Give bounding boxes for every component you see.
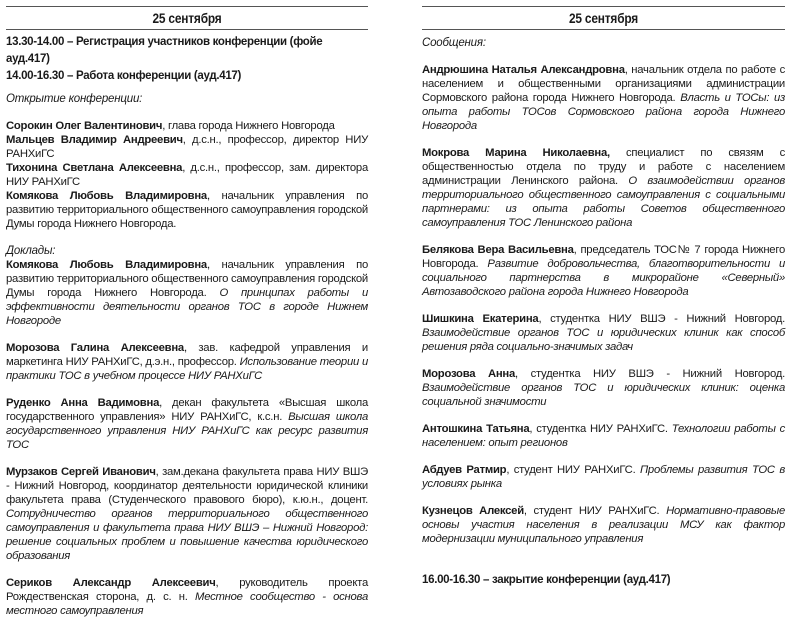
- message-entry: [422, 422, 785, 450]
- speaker-name: Белякова Вера Васильевна: [422, 244, 574, 256]
- message-topic: Взаимодействие органов ТОС и юридических клиник как способ решения ряда социально-значимых задач: [422, 327, 785, 353]
- report-topic: О принципах работы и эффективности деятельности органов ТОС в городе Нижнем Новгороде: [6, 287, 368, 327]
- speaker-desc: , глава города Нижнего Новгорода: [162, 120, 335, 132]
- speaker-name: Мальцев Владимир Андреевич: [6, 134, 183, 146]
- speaker-desc: , студентка НИУ ВШЭ - Нижний Новгород.: [538, 313, 785, 325]
- message-entry: [422, 243, 785, 299]
- message-entry: [422, 367, 785, 409]
- report-topic: Местное сообщество - основа местного самоуправления: [6, 591, 368, 617]
- speaker-desc: , начальник отдела по работе с населением и общественными организациями администрации Сормовского района города Нижнего Новгорода.: [422, 64, 785, 104]
- message-topic: Взаимодействие органов ТОС и юридических клиник: оценка социальной значимости: [422, 382, 785, 408]
- report-entry: [6, 341, 368, 383]
- schedule-work: 14.00-16.30 – Работа конференции (ауд.417): [6, 70, 242, 82]
- schedule-closing: 16.00-16.30 – закрытие конференции (ауд.417): [422, 574, 671, 586]
- date-heading: 25 сентября: [568, 11, 639, 26]
- speaker-name: Мурзаков Сергей Иванович: [6, 466, 156, 478]
- speaker-desc: , студентка НИУ ВШЭ - Нижний Новгород.: [515, 368, 785, 380]
- speaker-desc: , зав. кафедрой управления и маркетинга НИУ РАНХиГС, д.э.н., профессор.: [6, 342, 368, 368]
- speaker-name: Андрюшина Наталья Александровна: [422, 64, 625, 76]
- right-page: [422, 6, 785, 589]
- message-topic: Проблемы развития ТОС в условиях рынка: [422, 464, 785, 490]
- reports-label: Доклады:: [6, 245, 56, 257]
- speaker-name: Тихонина Светлана Алексеевна: [6, 162, 183, 174]
- left-page: [6, 6, 368, 618]
- report-entry: [6, 258, 368, 328]
- message-entry: [422, 463, 785, 491]
- speaker-name: Кузнецов Алексей: [422, 505, 524, 517]
- report-topic: Использование теории и практики ТОС в учебном процессе НИУ РАНХиГС: [6, 356, 368, 382]
- opening-label: Открытие конференции:: [6, 93, 143, 105]
- report-entry: [6, 465, 368, 563]
- message-entry: [422, 146, 785, 230]
- speaker-desc: , декан факультета «Высшая школа государственного управления» НИУ РАНХиГС, к.с.н.: [6, 397, 368, 423]
- schedule-registration: 13.30-14.00 – Регистрация участников конференции (фойе ауд.417): [6, 36, 323, 65]
- speaker-desc: , студент НИУ РАНХиГС.: [506, 464, 640, 476]
- speaker-name: Абдуев Ратмир: [422, 464, 507, 476]
- report-entry: [6, 396, 368, 452]
- speaker-name: Руденко Анна Вадимовна: [6, 397, 160, 409]
- message-entry: [422, 63, 785, 133]
- opening-speaker: [6, 119, 368, 133]
- speaker-desc: , председатель ТОС№ 7 города Нижнего Новгорода.: [422, 244, 785, 270]
- speaker-desc: , начальник управления по развитию территориального общественного самоуправления городской Думы города Нижнего Новгорода.: [6, 259, 368, 299]
- opening-speaker: [6, 189, 368, 231]
- speaker-desc: , зам.декана факультета права НИУ ВШЭ - Нижний Новгород, координатор деятельности юридической клиники факультета права (Студенческого правового бюро), к.ю.н., доцент.: [6, 466, 368, 506]
- speaker-name: Комякова Любовь Владимировна: [6, 259, 207, 271]
- report-topic: Сотрудничество органов территориального общественного самоуправления и факультета права НИУ ВШЭ – Нижний Новгород: решение социальных проблем и повышение качества юридического образования: [6, 508, 368, 562]
- message-topic: О взаимодействии органов территориального общественного самоуправления с социальными партнерами: из опыта работы Советов общественного самоуправления ТОС Ленинского района: [422, 175, 785, 229]
- message-topic: Технологии работы с населением: опыт регионов: [422, 423, 786, 449]
- message-entry: [422, 504, 785, 546]
- message-topic: Развитие добровольчества, благотворительности и социального партнерства в микрорайоне «Северный» Автозаводского района города Нижнего Новгорода: [422, 258, 785, 298]
- report-entry: [6, 576, 368, 618]
- speaker-desc: , начальник управления по развитию территориального общественного самоуправления городской Думы города Нижнего Новгорода.: [6, 190, 368, 230]
- speaker-name: Морозова Галина Алексеевна: [6, 342, 184, 354]
- message-entry: [422, 312, 785, 354]
- speaker-name: Антошкина Татьяна: [422, 423, 530, 435]
- speaker-name: Морозова Анна: [422, 368, 516, 380]
- message-topic: Власть и ТОСы: из опыта работы ТОСов Сормовского района города Нижнего Новгорода: [422, 92, 785, 132]
- speaker-desc: , студент НИУ РАНХиГС.: [523, 505, 667, 517]
- speaker-desc: , руководитель проекта Рождественская сторона, д. с. н.: [6, 577, 368, 603]
- speaker-desc: , студентка НИУ РАНХиГС.: [529, 423, 672, 435]
- speaker-name: Сорокин Олег Валентинович: [6, 120, 163, 132]
- report-topic: Высшая школа государственного управления НИУ РАНХиГС как ресурс развития ТОС: [6, 411, 368, 451]
- message-topic: Нормативно-правовые основы участия населения в реализации МСУ как фактор модернизации муниципального управления: [422, 505, 785, 545]
- speaker-name: Комякова Любовь Владимировна: [6, 190, 207, 202]
- speaker-name: Шишкина Екатерина: [422, 313, 539, 325]
- speaker-desc: , д.с.н., профессор, зам. директора НИУ РАНХиГС: [6, 162, 368, 188]
- opening-speaker: [6, 133, 368, 161]
- speaker-name: Мокрова Марина Николаевна,: [422, 147, 610, 159]
- date-heading: 25 сентября: [152, 11, 222, 26]
- speaker-desc: , д.с.н., профессор, директор НИУ РАНХиГС: [6, 134, 368, 160]
- speaker-desc: специалист по связям с общественностью отдела по труду и работе с населением администрации Ленинского района.: [422, 147, 785, 187]
- opening-speaker: [6, 161, 368, 189]
- messages-label: Сообщения:: [422, 37, 486, 49]
- speaker-name: Сериков Александр Алексеевич: [6, 577, 216, 589]
